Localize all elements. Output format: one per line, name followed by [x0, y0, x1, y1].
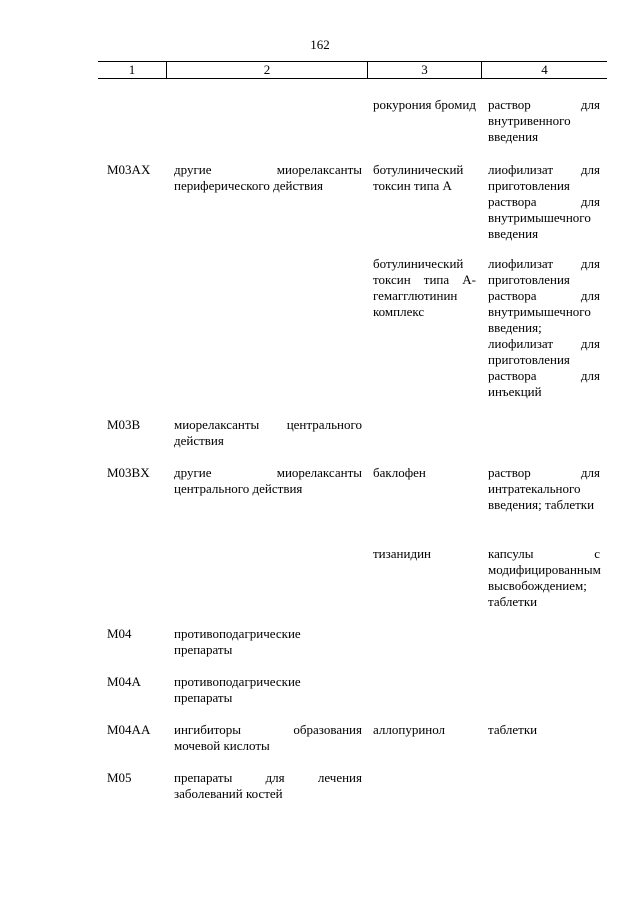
group-name-cell: другие миорелаксанты периферического действия: [174, 162, 362, 193]
dosage-form-cell: лиофилизат для приготовления раствора для внутримышечного введения; лиофилизат для приготовления раствора для инъекций: [488, 256, 600, 399]
drug-name-cell: ботулинический токсин типа А: [373, 162, 464, 193]
group-name-cell: противоподагрические препараты: [174, 626, 301, 657]
drug-name-cell: аллопуринол: [373, 722, 446, 737]
group-name-cell: ингибиторы образования мочевой кислоты: [174, 722, 362, 753]
group-name-cell: препараты для лечения заболеваний костей: [174, 770, 362, 801]
atc-code-cell: M05: [107, 770, 132, 785]
atc-code-cell: M04: [107, 626, 132, 641]
header-col-3: 3: [421, 62, 428, 77]
dosage-form-cell: таблетки: [488, 722, 538, 737]
drug-name-cell: баклофен: [373, 465, 426, 480]
atc-code-cell: M04AA: [107, 722, 151, 737]
dosage-form-cell: капсулы с модифицированным высвобождением; таблетки: [488, 546, 601, 609]
dosage-form-cell: раствор для внутривенного введения: [488, 97, 600, 144]
dosage-form-cell: лиофилизат для приготовления раствора для внутримышечного введения: [488, 162, 600, 241]
header-col-2: 2: [263, 62, 271, 77]
dosage-form-cell: раствор для интратекального введения; таблетки: [488, 465, 600, 512]
header-col-1: 1: [128, 62, 136, 77]
drug-name-cell: рокурония бромид: [373, 97, 476, 112]
atc-code-cell: M04A: [107, 674, 141, 689]
header-col-4: 4: [541, 62, 548, 77]
drug-name-cell: ботулинический токсин типа А-гемагглютинин комплекс: [373, 256, 476, 319]
atc-code-cell: M03AX: [107, 162, 151, 177]
group-name-cell: миорелаксанты центрального действия: [174, 417, 362, 448]
atc-code-cell: M03BX: [107, 465, 150, 480]
drug-name-cell: тизанидин: [373, 546, 431, 561]
page-number: 162: [310, 37, 330, 52]
group-name-cell: противоподагрические препараты: [174, 674, 301, 705]
table-header: [98, 61, 607, 79]
atc-code-cell: M03B: [107, 417, 141, 432]
group-name-cell: другие миорелаксанты центрального действия: [174, 465, 362, 496]
